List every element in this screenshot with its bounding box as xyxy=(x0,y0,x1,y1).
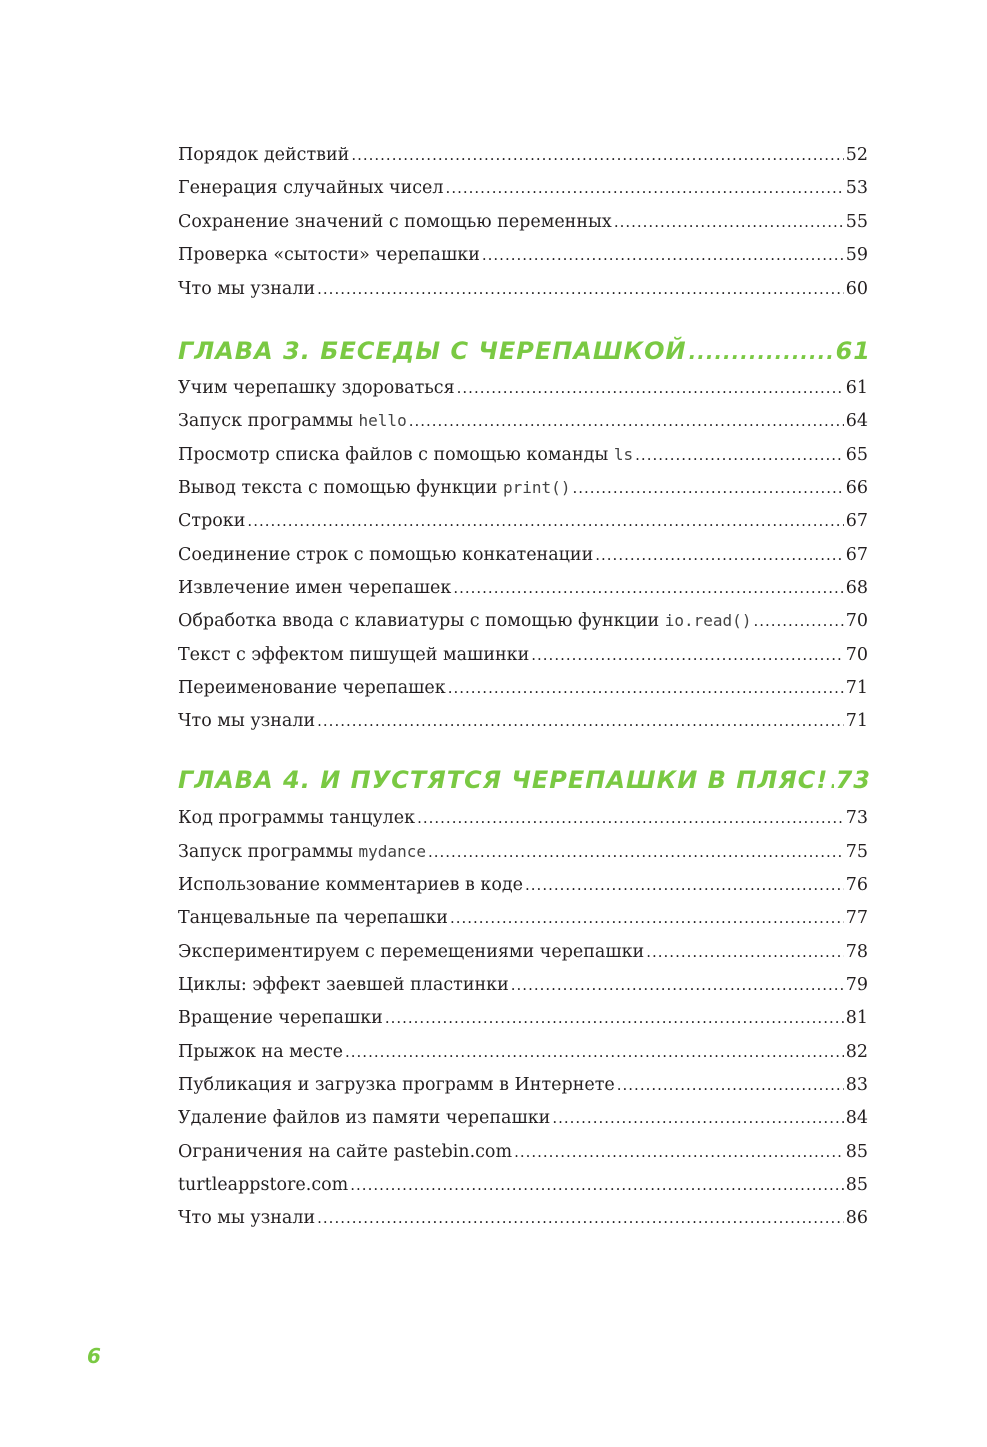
code-keyword: print() xyxy=(503,478,571,497)
toc-entry-page: 75 xyxy=(845,842,868,862)
toc-entry-page: 70 xyxy=(845,611,868,631)
toc-entry[interactable] xyxy=(178,641,868,669)
toc-entry[interactable] xyxy=(178,971,868,999)
page-number: 6 xyxy=(87,1344,101,1368)
dot-leader xyxy=(617,1071,844,1099)
toc-entry-page: 76 xyxy=(845,875,868,895)
dot-leader xyxy=(689,335,834,369)
toc-entry-page: 61 xyxy=(845,378,868,398)
toc-entry[interactable] xyxy=(178,1138,868,1166)
toc-entry-title: Сохранение значений с помощью переменных xyxy=(178,212,612,232)
toc-entry-title: Экспериментируем с перемещениями черепашки xyxy=(178,942,645,962)
toc-entry-title: Прыжок на месте xyxy=(178,1042,343,1062)
chapter-page: 73 xyxy=(835,766,871,794)
toc-entry-title: Ограничения на сайте pastebin.com xyxy=(178,1142,513,1162)
toc-entry[interactable] xyxy=(178,871,868,899)
toc-entry-page: 52 xyxy=(845,145,868,165)
toc-entry-page: 85 xyxy=(845,1175,868,1195)
dot-leader xyxy=(448,674,844,702)
dot-leader xyxy=(345,1038,844,1066)
dot-leader xyxy=(247,507,843,535)
toc-entry-page: 65 xyxy=(845,445,868,465)
toc-entry[interactable] xyxy=(178,707,868,735)
dot-leader xyxy=(572,474,843,502)
toc-entry-title: Что мы узнали xyxy=(178,279,316,299)
toc-entry-page: 68 xyxy=(845,578,868,598)
toc-entry-page: 84 xyxy=(845,1108,868,1128)
toc-entry[interactable] xyxy=(178,407,868,435)
toc-entry[interactable] xyxy=(178,441,868,469)
code-keyword: io.read() xyxy=(664,611,752,630)
toc-entry-page: 79 xyxy=(845,975,868,995)
toc-entry[interactable] xyxy=(178,541,868,569)
toc-entry-title: Использование комментариев в коде xyxy=(178,875,524,895)
toc-entry-title: Переименование черепашек xyxy=(178,678,446,698)
toc-entry-title: Запуск программы mydance xyxy=(178,842,426,862)
code-keyword: hello xyxy=(358,411,407,430)
toc-entry-title: Что мы узнали xyxy=(178,711,316,731)
toc-entry-title: turtleappstore.com xyxy=(178,1175,349,1195)
code-keyword: ls xyxy=(613,445,634,464)
toc-entry[interactable] xyxy=(178,574,868,602)
dot-leader xyxy=(385,1004,844,1032)
toc-entry[interactable] xyxy=(178,838,868,866)
toc-entry[interactable] xyxy=(178,1104,868,1132)
dot-leader xyxy=(350,1171,843,1199)
toc-entry-page: 60 xyxy=(845,279,868,299)
toc-entry-page: 82 xyxy=(845,1042,868,1062)
toc-entry[interactable] xyxy=(178,141,868,169)
chapter-page: 61 xyxy=(835,337,871,365)
toc-entry-title: Извлечение имен черепашек xyxy=(178,578,452,598)
toc-entry-title: Текст с эффектом пишущей машинки xyxy=(178,645,530,665)
dot-leader xyxy=(646,938,843,966)
dot-leader xyxy=(409,407,844,435)
toc-entry[interactable] xyxy=(178,674,868,702)
toc-entry[interactable] xyxy=(178,174,868,202)
toc-entry-title: Вывод текста с помощью функции print() xyxy=(178,478,571,498)
toc-entry[interactable] xyxy=(178,241,868,269)
dot-leader xyxy=(753,607,843,635)
toc-entry-page: 70 xyxy=(845,645,868,665)
dot-leader xyxy=(417,804,844,832)
toc-entry-title: Публикация и загрузка программ в Интернете xyxy=(178,1075,615,1095)
dot-leader xyxy=(317,1204,844,1232)
dot-leader xyxy=(453,574,843,602)
toc-entry-page: 64 xyxy=(845,411,868,431)
toc-entry[interactable] xyxy=(178,374,868,402)
toc-entry[interactable] xyxy=(178,208,868,236)
dot-leader xyxy=(351,141,843,169)
toc-entry[interactable] xyxy=(178,904,868,932)
toc-entry-page: 85 xyxy=(845,1142,868,1162)
dot-leader xyxy=(446,174,844,202)
toc-entry-title: Удаление файлов из памяти черепашки xyxy=(178,1108,551,1128)
toc-entry-page: 67 xyxy=(845,511,868,531)
code-keyword: mydance xyxy=(358,842,426,861)
toc-entry[interactable] xyxy=(178,1038,868,1066)
dot-leader xyxy=(482,241,844,269)
toc-entry-title: Танцевальные па черепашки xyxy=(178,908,448,928)
dot-leader xyxy=(531,641,843,669)
toc-entry[interactable] xyxy=(178,1071,868,1099)
toc-entry-title: Циклы: эффект заевшей пластинки xyxy=(178,975,509,995)
toc-entry-title: Что мы узнали xyxy=(178,1208,316,1228)
chapter-title: ГЛАВА 3. БЕСЕДЫ С ЧЕРЕПАШКОЙ xyxy=(178,337,687,365)
toc-entry-page: 86 xyxy=(845,1208,868,1228)
toc-entry-title: Учим черепашку здороваться xyxy=(178,378,455,398)
dot-leader xyxy=(552,1104,843,1132)
toc-entry-page: 66 xyxy=(845,478,868,498)
toc-entry-title: Порядок действий xyxy=(178,145,350,165)
dot-leader xyxy=(614,208,844,236)
dot-leader xyxy=(457,374,844,402)
toc-entry[interactable] xyxy=(178,1204,868,1232)
dot-leader xyxy=(511,971,844,999)
toc-entry-title: Проверка «сытости» черепашки xyxy=(178,245,480,265)
toc-entry[interactable] xyxy=(178,938,868,966)
toc-entry-page: 59 xyxy=(845,245,868,265)
toc-entry[interactable] xyxy=(178,804,868,832)
toc-entry-title: Строки xyxy=(178,511,246,531)
toc-entry-page: 67 xyxy=(845,545,868,565)
dot-leader xyxy=(595,541,843,569)
toc-entry-title: Вращение черепашки xyxy=(178,1008,383,1028)
toc-entry-page: 81 xyxy=(845,1008,868,1028)
dot-leader xyxy=(514,1138,844,1166)
toc-entry[interactable] xyxy=(178,507,868,535)
toc-entry-page: 55 xyxy=(845,212,868,232)
dot-leader xyxy=(525,871,844,899)
toc-entry-page: 77 xyxy=(845,908,868,928)
toc-entry-title: Генерация случайных чисел xyxy=(178,178,444,198)
toc-entry-title: Обработка ввода с клавиатуры с помощью функции io.read() xyxy=(178,611,752,631)
dot-leader xyxy=(317,275,844,303)
toc-entry[interactable] xyxy=(178,474,868,502)
toc-entry-title: Запуск программы hello xyxy=(178,411,407,431)
dot-leader xyxy=(317,707,844,735)
dot-leader xyxy=(635,441,844,469)
toc-entry-page: 73 xyxy=(845,808,868,828)
chapter-4-heading[interactable] xyxy=(178,763,871,797)
chapter-title: ГЛАВА 4. И ПУСТЯТСЯ ЧЕРЕПАШКИ В ПЛЯС! xyxy=(178,766,829,794)
toc-entry-page: 83 xyxy=(845,1075,868,1095)
toc-entry[interactable] xyxy=(178,607,868,635)
toc-entry[interactable] xyxy=(178,275,868,303)
toc-entry[interactable] xyxy=(178,1004,868,1032)
dot-leader xyxy=(450,904,844,932)
toc-entry-title: Просмотр списка файлов с помощью команды ls xyxy=(178,445,634,465)
toc-entry-page: 53 xyxy=(845,178,868,198)
toc-entry-page: 78 xyxy=(845,942,868,962)
chapter-3-heading[interactable] xyxy=(178,334,871,368)
toc-entry-page: 71 xyxy=(845,711,868,731)
toc-entry-page: 71 xyxy=(845,678,868,698)
toc-entry[interactable] xyxy=(178,1171,868,1199)
dot-leader xyxy=(428,838,844,866)
dot-leader xyxy=(830,764,833,798)
toc-entry-title: Соединение строк с помощью конкатенации xyxy=(178,545,594,565)
toc-entry-title: Код программы танцулек xyxy=(178,808,416,828)
